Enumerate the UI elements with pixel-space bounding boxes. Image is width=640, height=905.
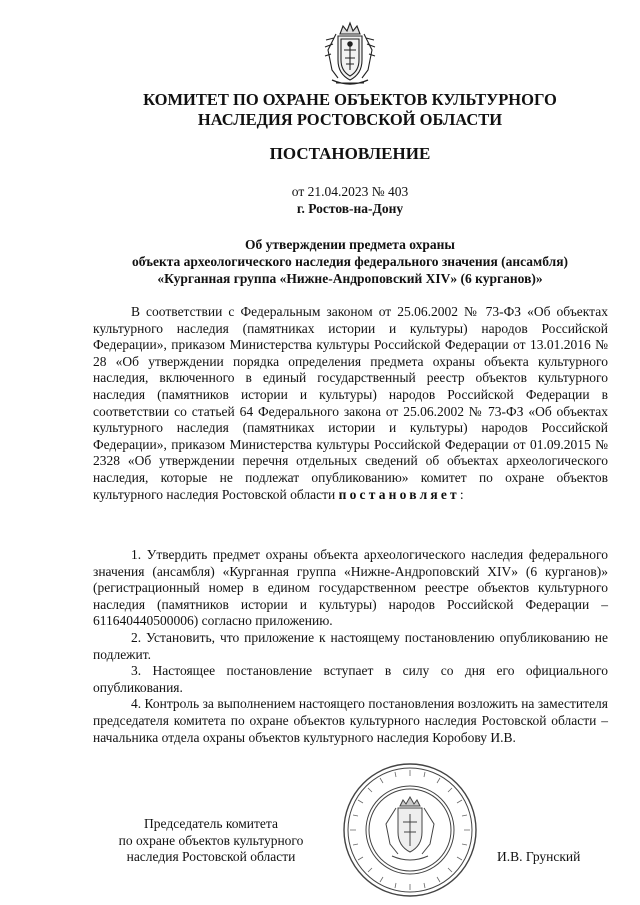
official-seal-icon xyxy=(340,760,480,900)
resolves-word: постановляет xyxy=(338,486,460,502)
committee-line-1: КОМИТЕТ ПО ОХРАНЕ ОБЪЕКТОВ КУЛЬТУРНОГО xyxy=(143,90,557,109)
decree-city: г. Ростов-на-Дону xyxy=(296,201,404,216)
subject-line-1: Об утверждении предмета охраны xyxy=(245,237,455,252)
preamble xyxy=(93,304,608,503)
preamble-paragraph xyxy=(93,304,608,503)
resolves-colon: : xyxy=(459,486,464,502)
committee-name xyxy=(60,90,640,130)
signer-position-line-1: Председатель комитета xyxy=(144,816,278,831)
committee-line-2: НАСЛЕДИЯ РОСТОВСКОЙ ОБЛАСТИ xyxy=(197,110,503,129)
decree-item-4: 4. Контроль за выполнением настоящего постановления возложить на заместителя председателя комитета по охране объектов культурного наследия Ростовской области – начальника отдела охраны объектов культурного наследия Коробову И.В. xyxy=(93,696,608,745)
preamble-text: В соответствии с Федеральным законом от 25.06.2002 № 73-ФЗ «Об объектах культурного наследия (памятниках истории и культуры) народов Российской Федерации», приказом Министерства культуры Российской Федерации от 13.01.2016 № 28 «Об утверждении порядка определения предмета охраны объекта культурного наследия, включенного в единый государственный реестр объектов культурного наследия (памятников истории и культуры) народов Российской Федерации в соответствии со статьей 64 Федерального закона от 25.06.2002 № 73-ФЗ «Об объектах культурного наследия (памятниках истории и культуры) народов Российской Федерации», приказом Министерства культуры Российской Федерации от 01.09.2015 № 2328 «Об утверждении перечня отдельных сведений об объектах археологического наследия, которые не подлежат опубликованию» комитет по охране объектов культурного наследия Ростовской области xyxy=(93,304,608,502)
decree-item-2: 2. Установить, что приложение к настоящему постановлению опубликованию не подлежит. xyxy=(93,629,608,662)
coat-of-arms-icon xyxy=(324,20,376,88)
signer-position-line-2: по охране объектов культурного xyxy=(118,832,304,848)
decree-items xyxy=(93,547,608,746)
decree-title: ПОСТАНОВЛЕНИЕ xyxy=(269,144,431,163)
subject-line-3: «Курганная группа «Нижне-Андроповский XIV» (6 курганов)» xyxy=(157,271,543,286)
decree-date-number: от 21.04.2023 № 403 xyxy=(291,184,409,199)
signer-position-line-3: наследия Ростовской области xyxy=(126,849,296,865)
signer-name: И.В. Грунский xyxy=(497,849,581,864)
signer-position xyxy=(96,816,326,866)
decree-subject xyxy=(60,236,640,287)
subject-line-2: объекта археологического наследия федерального значения (ансамбля) xyxy=(131,254,569,269)
decree-item-3: 3. Настоящее постановление вступает в силу со дня его официального опубликования. xyxy=(93,663,608,695)
decree-item-1: 1. Утвердить предмет охраны объекта археологического наследия федерального значения (ансамбля) «Курганная группа «Нижне-Андроповский XIV» (6 курганов)» (регистрационный номер в едином государственном реестре объектов культурного наследия (памятников истории и культуры) народов Российской Федерации – 611640440500006) согласно приложению. xyxy=(93,547,608,629)
